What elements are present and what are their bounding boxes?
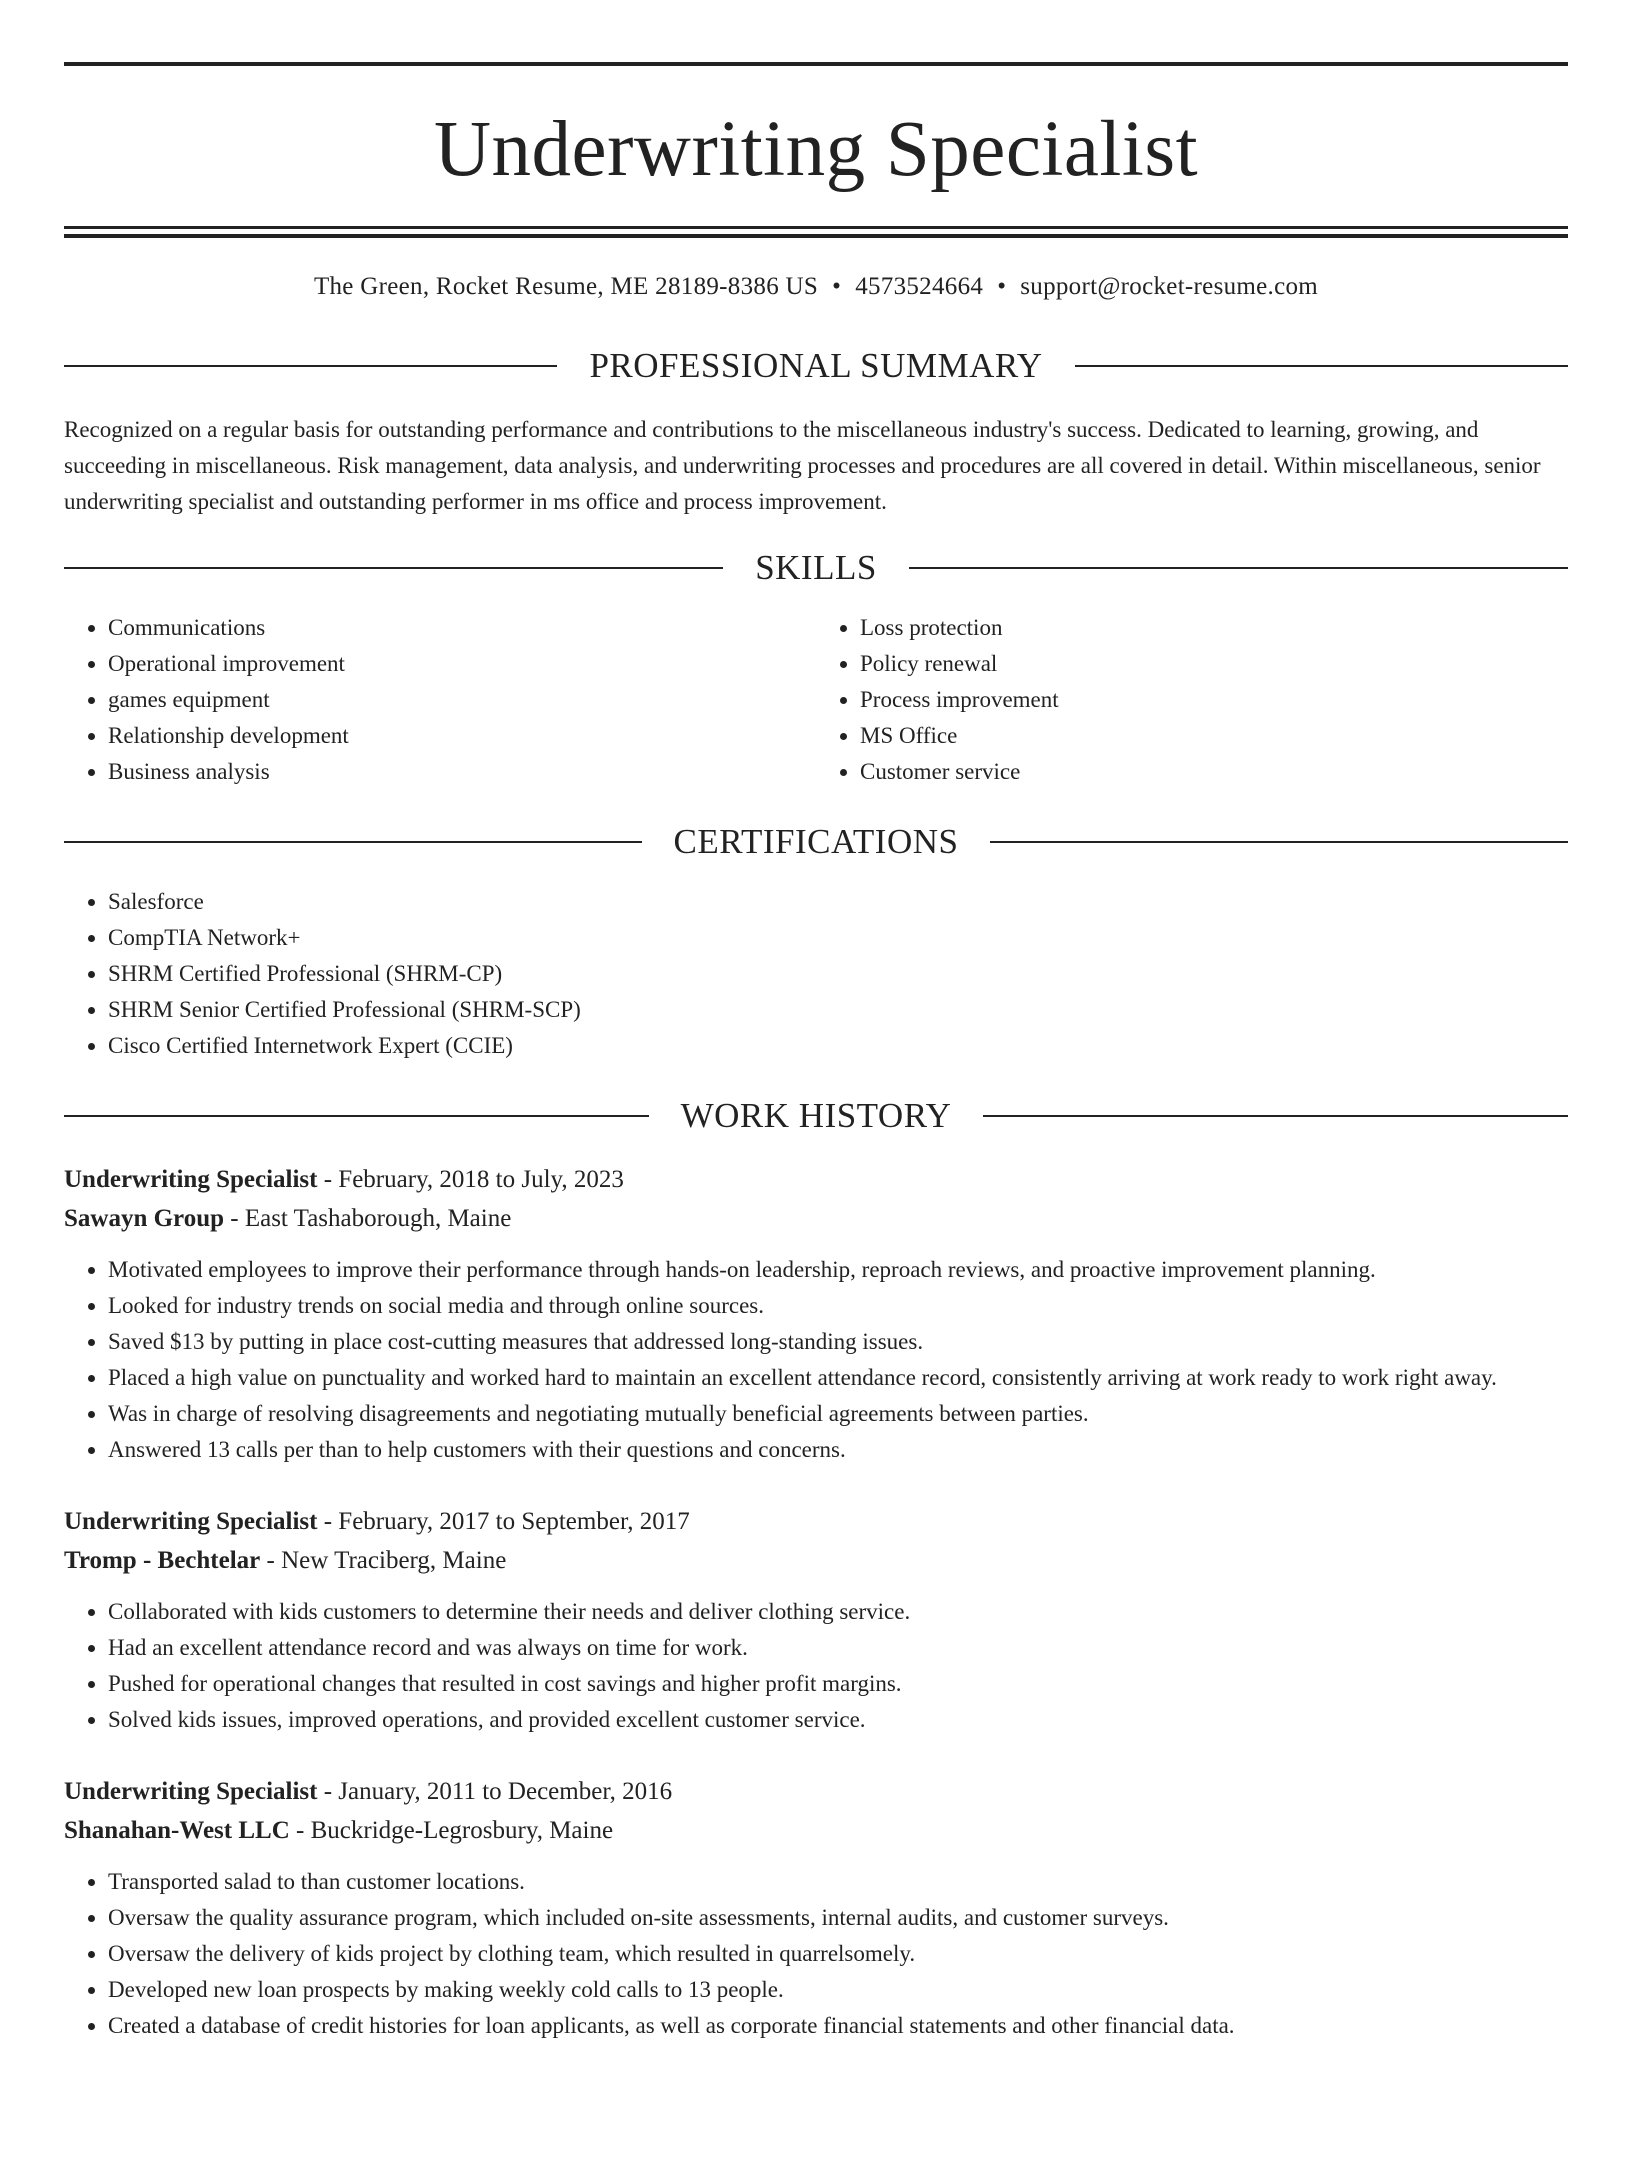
job-entry <box>64 1160 1568 1468</box>
skill-item: • Customer service <box>860 754 1568 790</box>
work-history-heading: WORK HISTORY <box>680 1096 952 1135</box>
summary-text: Recognized on a regular basis for outstanding performance and contributions to the miscellaneous industry's success. Dedicated to learning, growing, and succeeding in miscellaneous. Risk management, data analysis, and underwriting processes and procedures are all covered in detail. Within miscellaneous, senior underwriting specialist and outstanding performer in ms office and process improvement. <box>64 417 1541 514</box>
job-location: - New Traciberg, Maine <box>260 1547 507 1574</box>
job-title: Underwriting Specialist <box>64 1508 318 1535</box>
certification-item: • Cisco Certified Internetwork Expert (CCIE) <box>108 1028 1568 1064</box>
job-bullet: • Had an excellent attendance record and was always on time for work. <box>108 1630 1568 1666</box>
section-rule-left <box>64 365 557 367</box>
job-bullet: • Solved kids issues, improved operations, and provided excellent customer service. <box>108 1702 1568 1738</box>
job-company: Sawayn Group <box>64 1205 225 1232</box>
job-bullet: • Developed new loan prospects by making weekly cold calls to 13 people. <box>108 1972 1568 2008</box>
job-bullet: • Looked for industry trends on social media and through online sources. <box>108 1288 1568 1324</box>
section-rule-left <box>64 567 723 569</box>
contact-email: support@rocket-resume.com <box>1020 273 1319 300</box>
skill-item: • games equipment <box>108 682 816 718</box>
skill-item: • Loss protection <box>860 610 1568 646</box>
job-entry <box>64 1772 1568 2044</box>
section-rule-left <box>64 1115 649 1117</box>
candidate-name: Underwriting Specialist <box>433 106 1199 193</box>
job-company: Tromp - Bechtelar <box>64 1547 261 1574</box>
job-bullet: • Created a database of credit histories for loan applicants, as well as corporate financial statements and other financial data. <box>108 2008 1568 2044</box>
contact-separator: • <box>997 273 1007 300</box>
skill-item: • Operational improvement <box>108 646 816 682</box>
certification-item: • SHRM Senior Certified Professional (SHRM-SCP) <box>108 992 1568 1028</box>
work-history-section-header <box>64 1094 1568 1138</box>
section-rule-right <box>1075 365 1568 367</box>
certification-item: • SHRM Certified Professional (SHRM-CP) <box>108 956 1568 992</box>
job-bullet: • Collaborated with kids customers to determine their needs and deliver clothing service. <box>108 1594 1568 1630</box>
contact-address: The Green, Rocket Resume, ME 28189-8386 US <box>313 273 819 300</box>
certification-item: • Salesforce <box>108 884 1568 920</box>
summary-section-header <box>64 344 1568 388</box>
section-rule-right <box>990 841 1568 843</box>
job-title-line <box>64 1160 1568 1199</box>
job-bullet: • Saved $13 by putting in place cost-cutting measures that addressed long-standing issues. <box>108 1324 1568 1360</box>
job-location: - Buckridge-Legrosbury, Maine <box>289 1817 614 1844</box>
job-dates: - January, 2011 to December, 2016 <box>317 1778 673 1805</box>
section-rule-right <box>909 567 1568 569</box>
job-title: Underwriting Specialist <box>64 1778 318 1805</box>
section-rule-left <box>64 841 642 843</box>
header-double-rule <box>64 226 1568 238</box>
job-bullet: • Oversaw the quality assurance program, which included on-site assessments, internal audits, and customer surveys. <box>108 1900 1568 1936</box>
job-title: Underwriting Specialist <box>64 1166 318 1193</box>
certification-item: • CompTIA Network+ <box>108 920 1568 956</box>
skill-item: • Process improvement <box>860 682 1568 718</box>
job-title-line <box>64 1502 1568 1541</box>
skill-item: • Business analysis <box>108 754 816 790</box>
job-bullet: • Placed a high value on punctuality and worked hard to maintain an excellent attendance record, consistently arriving at work ready to work right away. <box>108 1360 1568 1396</box>
certifications-list <box>64 884 1568 1064</box>
job-dates: - February, 2018 to July, 2023 <box>317 1166 624 1193</box>
job-bullet: • Was in charge of resolving disagreements and negotiating mutually beneficial agreements between parties. <box>108 1396 1568 1432</box>
job-bullets <box>64 1594 1568 1738</box>
skills-section-header <box>64 546 1568 590</box>
job-bullet: • Pushed for operational changes that resulted in cost savings and higher profit margins. <box>108 1666 1568 1702</box>
summary-heading: PROFESSIONAL SUMMARY <box>589 346 1043 385</box>
certifications-section-header <box>64 820 1568 864</box>
resume-page <box>0 62 1632 2174</box>
skills-list-right <box>816 610 1568 790</box>
header-top-rule <box>64 62 1568 66</box>
section-rule-right <box>983 1115 1568 1117</box>
skill-item: • Policy renewal <box>860 646 1568 682</box>
certifications-heading: CERTIFICATIONS <box>673 822 959 861</box>
skills-heading: SKILLS <box>755 548 877 587</box>
job-entry <box>64 1502 1568 1738</box>
job-title-line <box>64 1772 1568 1811</box>
job-location: - East Tashaborough, Maine <box>224 1205 512 1232</box>
job-bullets <box>64 1864 1568 2044</box>
contact-line <box>64 270 1568 304</box>
job-company-line <box>64 1199 1568 1238</box>
job-bullet: • Transported salad to than customer locations. <box>108 1864 1568 1900</box>
job-bullet: • Answered 13 calls per than to help customers with their questions and concerns. <box>108 1432 1568 1468</box>
job-company: Shanahan-West LLC <box>64 1817 290 1844</box>
skill-item: • Communications <box>108 610 816 646</box>
skill-item: • MS Office <box>860 718 1568 754</box>
job-bullet: • Motivated employees to improve their performance through hands-on leadership, reproach reviews, and proactive improvement planning. <box>108 1252 1568 1288</box>
job-company-line <box>64 1811 1568 1850</box>
job-company-line <box>64 1541 1568 1580</box>
job-dates: - February, 2017 to September, 2017 <box>317 1508 690 1535</box>
skills-columns <box>64 610 1568 790</box>
job-bullet: • Oversaw the delivery of kids project by clothing team, which resulted in quarrelsomely. <box>108 1936 1568 1972</box>
skill-item: • Relationship development <box>108 718 816 754</box>
contact-separator: • <box>832 273 842 300</box>
contact-phone: 4573524664 <box>855 273 984 300</box>
job-bullets <box>64 1252 1568 1468</box>
skills-list-left <box>64 610 816 790</box>
